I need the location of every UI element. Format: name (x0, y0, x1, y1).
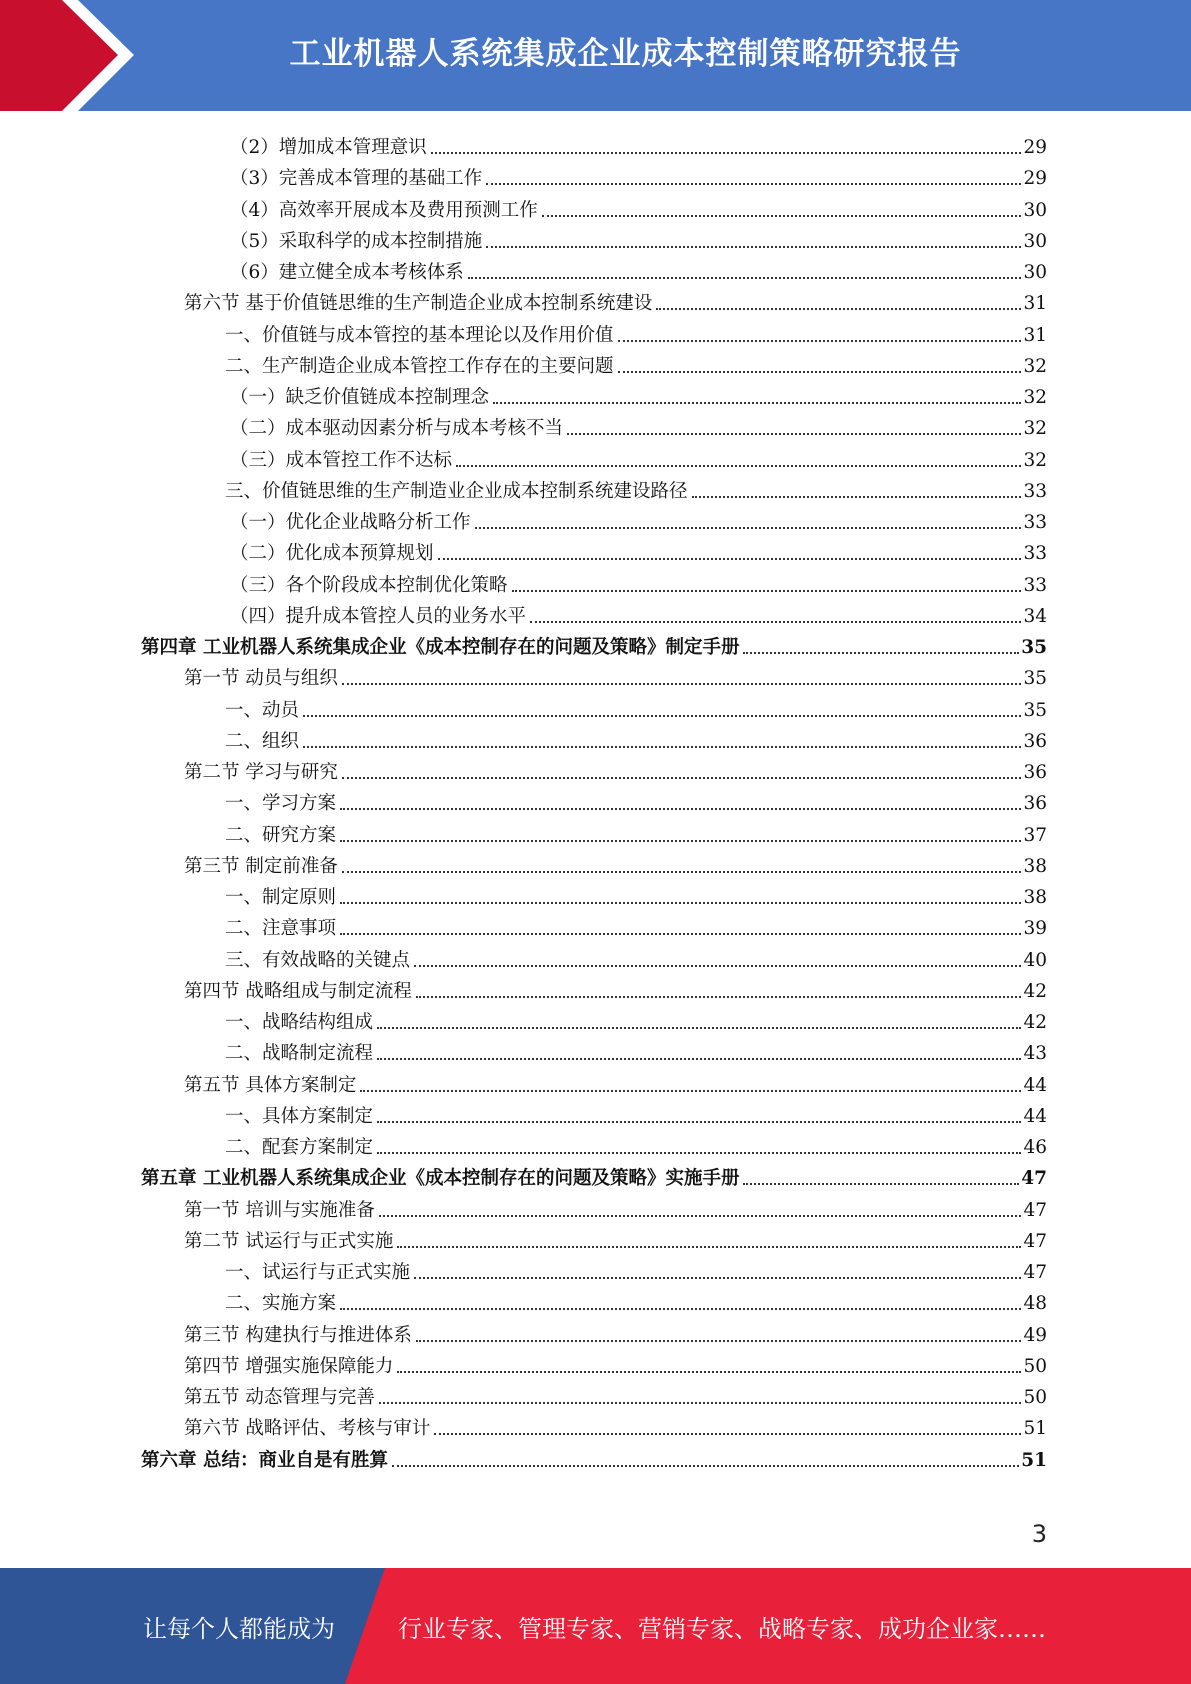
toc-section-entry[interactable] (184, 1378, 1047, 1409)
toc-entry-label: 一、制定原则 (225, 887, 337, 908)
toc-entry-page: 49 (1023, 1324, 1047, 1346)
toc-entry-label: （一）缺乏价值链成本控制理念 (230, 387, 490, 408)
page-number: 3 (1031, 1520, 1047, 1548)
toc-dot-leader (414, 1277, 1021, 1279)
page-footer (0, 1568, 1191, 1684)
toc-entry-page: 33 (1023, 480, 1047, 502)
toc-entry-page: 32 (1023, 355, 1047, 377)
toc-subsection-entry[interactable] (225, 1128, 1047, 1159)
toc-dot-leader (303, 715, 1021, 717)
toc-entry-page: 44 (1023, 1105, 1047, 1127)
toc-dot-leader (416, 1340, 1022, 1342)
toc-entry-page: 47 (1023, 1262, 1047, 1283)
footer-slogan-right: 行业专家、管理专家、营销专家、战略专家、成功企业家…… (398, 1614, 1046, 1643)
toc-subsection-entry[interactable] (230, 534, 1047, 565)
toc-dot-leader (416, 996, 1022, 998)
toc-entry-page: 31 (1023, 324, 1047, 346)
toc-entry-label: （一）优化企业战略分析工作 (230, 512, 471, 533)
toc-entry-page: 33 (1023, 543, 1047, 565)
toc-section-entry[interactable] (184, 1316, 1047, 1347)
toc-entry-page: 32 (1023, 387, 1047, 408)
toc-dot-leader (379, 1215, 1022, 1217)
toc-entry-label: 一、试运行与正式实施 (225, 1262, 411, 1283)
toc-subsection-entry[interactable] (225, 1097, 1047, 1128)
toc-subsection-entry[interactable] (225, 784, 1047, 815)
toc-entry-page: 30 (1023, 262, 1047, 283)
toc-entry-page: 47 (1023, 1230, 1047, 1252)
toc-entry-label: 第一节 动员与组织 (184, 668, 338, 690)
toc-dot-leader (340, 840, 1021, 842)
toc-entry-page: 31 (1023, 293, 1047, 315)
toc-entry-page: 35 (1023, 699, 1047, 721)
toc-dot-leader (342, 871, 1022, 873)
toc-dot-leader (743, 1183, 1019, 1185)
toc-entry-page: 42 (1023, 1012, 1047, 1033)
toc-subsection-entry[interactable] (225, 909, 1047, 940)
toc-dot-leader (377, 1152, 1021, 1154)
toc-entry-page: 51 (1023, 1418, 1047, 1440)
toc-dot-leader (377, 1058, 1021, 1060)
toc-dot-leader (542, 215, 1022, 217)
toc-entry-page: 36 (1023, 730, 1047, 752)
toc-entry-label: 一、学习方案 (225, 793, 337, 815)
toc-entry-label: （4）高效率开展成本及费用预测工作 (230, 199, 538, 221)
toc-subsection-entry[interactable] (230, 441, 1047, 472)
toc-section-entry[interactable] (184, 1409, 1047, 1440)
toc-subsection-entry[interactable] (225, 347, 1047, 378)
toc-dot-leader (530, 621, 1021, 623)
toc-entry-page: 38 (1023, 855, 1047, 877)
toc-subsection-entry[interactable] (225, 1284, 1047, 1315)
toc-entry-label: （3）完善成本管理的基础工作 (230, 168, 483, 190)
toc-chapter-entry[interactable] (141, 1441, 1047, 1472)
toc-entry-label: 二、注意事项 (225, 918, 337, 940)
toc-subsection-entry[interactable] (230, 409, 1047, 440)
toc-dot-leader (692, 496, 1022, 498)
toc-entry-page: 36 (1023, 793, 1047, 815)
toc-entry-label: （二）成本驱动因素分析与成本考核不当 (230, 418, 564, 440)
toc-dot-leader (486, 183, 1021, 185)
toc-dot-leader (475, 527, 1022, 529)
toc-chapter-entry[interactable] (141, 1159, 1047, 1190)
toc-dot-leader (512, 590, 1022, 592)
toc-dot-leader (656, 308, 1021, 310)
toc-entry-label: 二、实施方案 (225, 1293, 337, 1315)
toc-entry-page: 35 (1023, 668, 1047, 690)
toc-dot-leader (618, 340, 1022, 342)
toc-section-entry[interactable] (184, 847, 1047, 878)
toc-entry-page: 47 (1023, 1199, 1047, 1221)
toc-entry-page: 34 (1023, 605, 1047, 627)
toc-entry-label: 第五章 工业机器人系统集成企业《成本控制存在的问题及策略》实施手册 (141, 1168, 740, 1190)
toc-entry-label: 一、战略结构组成 (225, 1012, 374, 1033)
toc-entry-page: 30 (1023, 230, 1047, 252)
toc-section-entry[interactable] (184, 1191, 1047, 1222)
toc-subsection-entry[interactable] (225, 816, 1047, 847)
toc-entry-label: （6）建立健全成本考核体系 (230, 262, 464, 283)
toc-subsection-entry[interactable] (230, 597, 1047, 628)
toc-section-entry[interactable] (184, 1222, 1047, 1253)
toc-entry-label: 二、战略制定流程 (225, 1043, 374, 1065)
toc-dot-leader (431, 152, 1022, 154)
toc-entry-label: 一、动员 (225, 699, 300, 721)
toc-entry-page: 32 (1023, 449, 1047, 471)
toc-entry-label: 第五节 具体方案制定 (184, 1074, 357, 1096)
toc-dot-leader (340, 933, 1021, 935)
toc-entry-label: （三）各个阶段成本控制优化策略 (230, 574, 508, 596)
toc-subsection-entry[interactable] (225, 472, 1047, 503)
toc-entry-label: 第四节 战略组成与制定流程 (184, 980, 412, 1002)
toc-dot-leader (360, 1090, 1021, 1092)
toc-entry-label: 三、价值链思维的生产制造业企业成本控制系统建设路径 (225, 480, 688, 502)
toc-entry-page: 33 (1023, 512, 1047, 533)
toc-entry-page: 46 (1023, 1137, 1047, 1158)
toc-dot-leader (456, 465, 1021, 467)
toc-dot-leader (468, 277, 1022, 279)
toc-subsection-entry[interactable] (230, 159, 1047, 190)
toc-dot-leader (743, 652, 1019, 654)
footer-slogan-left: 让每个人都能成为 (143, 1614, 335, 1643)
toc-entry-page: 43 (1023, 1043, 1047, 1065)
toc-entry-page: 29 (1023, 168, 1047, 190)
toc-entry-page: 50 (1023, 1387, 1047, 1408)
toc-entry-label: （四）提升成本管控人员的业务水平 (230, 605, 527, 627)
toc-entry-label: 二、生产制造企业成本管控工作存在的主要问题 (225, 355, 614, 377)
toc-entry-page: 37 (1023, 824, 1047, 846)
toc-entry-label: （2）增加成本管理意识 (230, 137, 427, 158)
toc-entry-page: 36 (1023, 762, 1047, 783)
toc-subsection-entry[interactable] (230, 566, 1047, 597)
toc-dot-leader (438, 558, 1022, 560)
toc-entry-label: （5）采取科学的成本控制措施 (230, 230, 483, 252)
toc-entry-label: （三）成本管控工作不达标 (230, 449, 453, 471)
toc-dot-leader (392, 1465, 1019, 1467)
report-title: 工业机器人系统集成企业成本控制策略研究报告 (289, 35, 962, 72)
toc-dot-leader (377, 1027, 1021, 1029)
header-red-chevron (0, 0, 150, 111)
toc-entry-page: 32 (1023, 418, 1047, 440)
toc-entry-page: 39 (1023, 918, 1047, 940)
toc-entry-label: 第三节 制定前准备 (184, 855, 338, 877)
toc-entry-page: 35 (1021, 637, 1047, 658)
toc-subsection-entry[interactable] (230, 128, 1047, 159)
toc-dot-leader (340, 1308, 1021, 1310)
toc-dot-leader (340, 808, 1021, 810)
toc-entry-label: 第二节 试运行与正式实施 (184, 1230, 394, 1252)
toc-entry-label: 一、价值链与成本管控的基本理论以及作用价值 (225, 324, 614, 346)
toc-entry-label: 第四节 增强实施保障能力 (184, 1355, 394, 1377)
toc-dot-leader (414, 965, 1021, 967)
toc-entry-page: 50 (1023, 1355, 1047, 1377)
toc-subsection-entry[interactable] (230, 253, 1047, 284)
toc-entry-page: 38 (1023, 887, 1047, 908)
toc-dot-leader (567, 433, 1021, 435)
toc-entry-page: 47 (1021, 1168, 1047, 1190)
toc-subsection-entry[interactable] (225, 1253, 1047, 1284)
toc-entry-page: 51 (1021, 1449, 1047, 1471)
toc-entry-label: 第五节 动态管理与完善 (184, 1387, 375, 1408)
toc-dot-leader (397, 1246, 1021, 1248)
toc-entry-page: 33 (1023, 574, 1047, 596)
toc-subsection-entry[interactable] (230, 191, 1047, 222)
toc-entry-label: （二）优化成本预算规划 (230, 543, 434, 565)
toc-section-entry[interactable] (184, 659, 1047, 690)
toc-subsection-entry[interactable] (230, 503, 1047, 534)
toc-dot-leader (397, 1371, 1021, 1373)
toc-entry-label: 三、有效战略的关键点 (225, 949, 411, 971)
toc-subsection-entry[interactable] (225, 722, 1047, 753)
toc-entry-label: 第二节 学习与研究 (184, 762, 338, 783)
toc-dot-leader (303, 746, 1021, 748)
toc-entry-label: 第六章 总结：商业自是有胜算 (141, 1449, 388, 1471)
toc-dot-leader (486, 246, 1021, 248)
toc-subsection-entry[interactable] (225, 1034, 1047, 1065)
toc-entry-label: 第六节 战略评估、考核与审计 (184, 1418, 431, 1440)
toc-entry-page: 29 (1023, 137, 1047, 158)
toc-entry-page: 30 (1023, 199, 1047, 221)
toc-subsection-entry[interactable] (225, 691, 1047, 722)
toc-chapter-entry[interactable] (141, 628, 1047, 659)
toc-entry-page: 48 (1023, 1293, 1047, 1315)
toc-dot-leader (618, 371, 1022, 373)
toc-subsection-entry[interactable] (230, 378, 1047, 409)
toc-entry-label: 第三节 构建执行与推进体系 (184, 1324, 412, 1346)
toc-entry-page: 44 (1023, 1074, 1047, 1096)
toc-section-entry[interactable] (184, 1066, 1047, 1097)
page-header (0, 0, 1191, 111)
toc-subsection-entry[interactable] (225, 878, 1047, 909)
toc-section-entry[interactable] (184, 1347, 1047, 1378)
toc-entry-label: 二、组织 (225, 730, 300, 752)
toc-subsection-entry[interactable] (230, 222, 1047, 253)
toc-subsection-entry[interactable] (225, 1003, 1047, 1034)
toc-entry-label: 第四章 工业机器人系统集成企业《成本控制存在的问题及策略》制定手册 (141, 637, 740, 658)
toc-section-entry[interactable] (184, 972, 1047, 1003)
toc-entry-label: 二、研究方案 (225, 824, 337, 846)
toc-dot-leader (342, 683, 1022, 685)
toc-entry-label: 第一节 培训与实施准备 (184, 1199, 375, 1221)
toc-entry-label: 二、配套方案制定 (225, 1137, 374, 1158)
toc-subsection-entry[interactable] (225, 941, 1047, 972)
toc-dot-leader (340, 902, 1021, 904)
toc-section-entry[interactable] (184, 284, 1047, 315)
toc-dot-leader (493, 402, 1021, 404)
toc-dot-leader (379, 1402, 1022, 1404)
toc-subsection-entry[interactable] (225, 316, 1047, 347)
toc-entry-page: 40 (1023, 949, 1047, 971)
toc-dot-leader (434, 1433, 1021, 1435)
toc-entry-label: 第六节 基于价值链思维的生产制造企业成本控制系统建设 (184, 293, 653, 315)
toc-dot-leader (377, 1121, 1021, 1123)
toc-entry-label: 一、具体方案制定 (225, 1105, 374, 1127)
toc-section-entry[interactable] (184, 753, 1047, 784)
toc-entry-page: 42 (1023, 980, 1047, 1002)
toc-dot-leader (342, 777, 1022, 779)
